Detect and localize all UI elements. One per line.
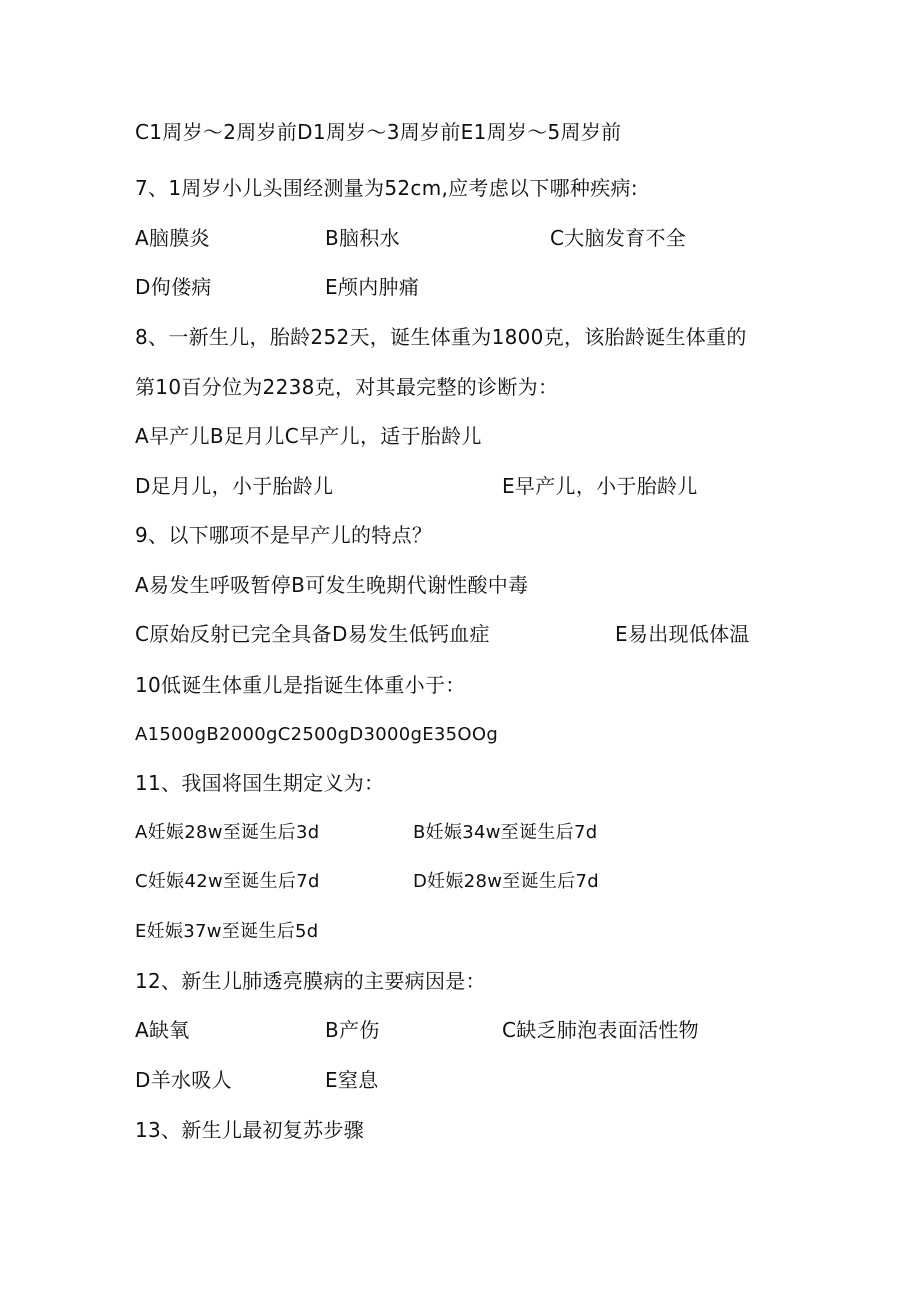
option-e: E颅内肿痛: [325, 275, 420, 299]
text-segment: A1500gB2000gC2500gD3000gE35OOg: [135, 724, 499, 745]
option-e: E早产儿，小于胎龄儿: [502, 474, 698, 498]
option-e: E易出现低体温: [615, 622, 750, 646]
text-segment: 12、新生儿肺透亮膜病的主要病因是：: [135, 969, 486, 993]
text-segment: C1周岁～2周岁前D1周岁～3周岁前E1周岁～5周岁前: [135, 120, 622, 144]
option-b: B产伤: [325, 1018, 380, 1042]
text-segment: 11、我国将国生期定义为：: [135, 771, 385, 795]
option-a: A妊娠28w至诞生后3d: [135, 822, 320, 843]
option-a: A脑膜炎: [135, 226, 210, 250]
option-d: D妊娠28w至诞生后7d: [413, 871, 599, 892]
option-e: E窒息: [325, 1068, 379, 1092]
option-c: C缺乏肺泡表面活性物: [502, 1018, 699, 1042]
text-segment: 13、新生儿最初复苏步骤: [135, 1118, 365, 1142]
option-c: C大脑发育不全: [550, 226, 687, 250]
option-d: D羊水吸人: [135, 1068, 232, 1092]
option-a: A缺氧: [135, 1018, 190, 1042]
text-segment: 第10百分位为2238克，对其最完整的诊断为：: [135, 375, 559, 399]
option-d: D足月儿，小于胎龄儿: [135, 474, 334, 498]
option-c: C妊娠42w至诞生后7d: [135, 871, 320, 892]
option-b: B脑积水: [325, 226, 400, 250]
text-segment: 8、一新生儿，胎龄252天，诞生体重为1800克，该胎龄诞生体重的: [135, 325, 747, 349]
text-segment: 9、以下哪项不是早产儿的特点？: [135, 523, 433, 547]
text-segment: A早产儿B足月儿C早产儿，适于胎龄儿: [135, 424, 482, 448]
text-segment: A易发生呼吸暂停B可发生晚期代谢性酸中毒: [135, 573, 529, 597]
option-e: E妊娠37w至诞生后5d: [135, 921, 319, 942]
option-d: D佝偻病: [135, 275, 212, 299]
option-b: B妊娠34w至诞生后7d: [413, 822, 598, 843]
text-segment: 10低诞生体重儿是指诞生体重小于：: [135, 673, 466, 697]
text-segment: 7、1周岁小儿头围经测量为52cm,应考虑以下哪种疾病:: [135, 176, 638, 200]
text-segment: C原始反射已完全具备D易发生低钙血症: [135, 622, 490, 646]
